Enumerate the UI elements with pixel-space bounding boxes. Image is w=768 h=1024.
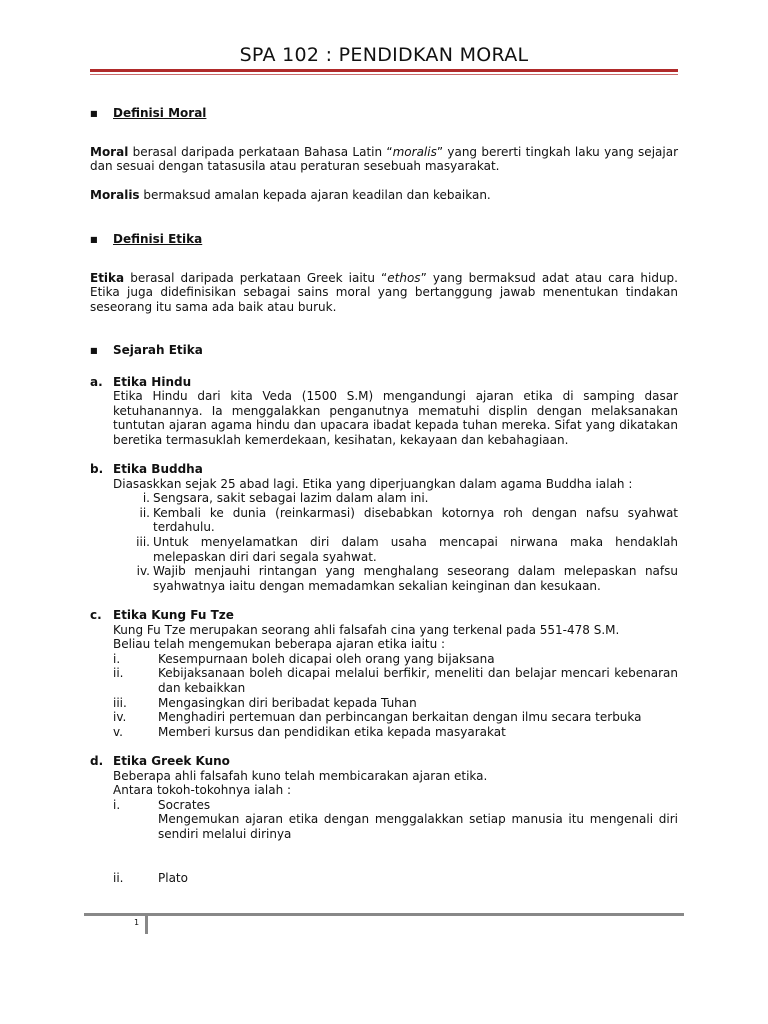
list-item (113, 725, 678, 740)
paragraph-moral (90, 145, 678, 174)
paragraph-greek-intro1: Beberapa ahli falsafah kuno telah membicarakan ajaran etika. (113, 768, 488, 783)
section-letter: d. (90, 753, 104, 768)
list-text: Kembali ke dunia (reinkarmasi) disebabkan kotornya roh dengan nafsu syahwat terdahulu. (153, 505, 678, 535)
heading-etika-kung-fu-tze: Etika Kung Fu Tze (113, 608, 234, 623)
heading-definisi-moral: Definisi Moral (113, 106, 207, 120)
section-definisi-etika (90, 232, 678, 249)
section-letter: c. (90, 608, 102, 623)
paragraph-greek-intro2: Antara tokoh-tokohnya ialah : (113, 783, 292, 798)
section-letter: b. (90, 462, 104, 477)
text-fragment: bermaksud amalan kepada ajaran keadilan dan kebaikan. (139, 188, 491, 203)
list-number: v. (113, 724, 123, 739)
list-text: Kebijaksanaan boleh dicapai melalui berfikir, meneliti dan belajar mencari kebenaran dan kebaikkan (158, 666, 678, 695)
list-item (113, 666, 678, 695)
list-text: Kesempurnaan boleh dicapai oleh orang yang bijaksana (158, 651, 495, 666)
footer-rule (84, 913, 684, 916)
term-etika: Etika (90, 270, 125, 285)
text-fragment: ” yang bermaksud adat atau cara hidup. Etika juga didefinisikan sebagai sains moral yang bertanggung jawab menentukan tindakan seseorang itu sama ada baik atau buruk. (90, 270, 678, 314)
page-number: 1 (134, 918, 140, 927)
paragraph-etika (90, 271, 678, 315)
list-number: iii. (136, 535, 150, 550)
square-bullet-icon: ■ (90, 109, 98, 118)
square-bullet-icon: ■ (90, 234, 98, 244)
italic-ethos: ethos (387, 270, 421, 285)
list-text: Menghadiri pertemuan dan perbincangan berkaitan dengan ilmu secara terbuka (158, 710, 642, 725)
list-number: iv. (113, 710, 127, 725)
list-item (113, 491, 678, 506)
term-moralis: Moralis (90, 188, 140, 203)
italic-moralis: moralis (392, 144, 437, 159)
section-etika-kung-fu-tze (90, 608, 678, 739)
list-number: i. (113, 651, 121, 666)
list-text: Untuk menyelamatkan diri dalam usaha mencapai nirwana maka hendaklah melepaskan diri dari segala syahwat. (153, 535, 678, 564)
section-etika-hindu (90, 375, 678, 448)
text-fragment: ” yang bererti tingkah laku yang sejajar dan sesuai dengan tatasusila atau peraturan sesebuah masyarakat. (90, 144, 679, 174)
list-item (113, 535, 678, 564)
list-item (113, 812, 678, 841)
list-greek (113, 798, 678, 885)
list-text: Socrates (158, 797, 211, 812)
list-kungfutze (113, 652, 678, 740)
list-number: iv. (136, 564, 150, 579)
list-item (113, 798, 678, 813)
square-bullet-icon: ■ (90, 346, 98, 356)
list-text: Memberi kursus dan pendidikan etika kepada masyarakat (158, 724, 506, 739)
list-number: ii. (139, 505, 150, 520)
document-body (90, 106, 678, 885)
list-text: Wajib menjauhi rintangan yang menghalang seseorang dalam melepaskan nafsu syahwatnya iaitu dengan memadamkan sekalian keinginan dan kesukaan. (153, 564, 678, 593)
heading-etika-hindu: Etika Hindu (113, 374, 192, 389)
list-item (113, 652, 678, 667)
list-buddha (113, 491, 678, 593)
text-fragment: berasal daripada perkataan Greek iaitu “ (124, 270, 388, 285)
page-title: SPA 102 : PENDIDKAN MORAL (239, 44, 529, 66)
list-text: Mengasingkan diri beribadat kepada Tuhan (158, 695, 417, 710)
heading-definisi-etika: Definisi Etika (113, 231, 203, 246)
list-number: iii. (113, 695, 127, 710)
list-item (113, 696, 678, 711)
list-number: i. (113, 797, 121, 812)
paragraph-kungfutze-intro1: Kung Fu Tze merupakan seorang ahli falsafah cina yang terkenal pada 551-478 S.M. (113, 622, 620, 637)
list-number: i. (142, 491, 150, 506)
heading-etika-buddha: Etika Buddha (113, 462, 203, 477)
section-letter: a. (90, 374, 103, 389)
list-item (113, 871, 678, 886)
title-rule-top (90, 69, 678, 72)
paragraph-buddha-intro: Diasaskkan sejak 25 abad lagi. Etika yang diperjuangkan dalam agama Buddha ialah : (113, 476, 633, 491)
footer-divider (145, 916, 148, 934)
section-etika-greek-kuno (90, 754, 678, 885)
list-number: ii. (113, 666, 124, 681)
list-spacer (113, 842, 678, 871)
list-item (113, 564, 678, 593)
paragraph-moralis (90, 188, 678, 203)
list-item (113, 710, 678, 725)
list-text: Plato (158, 870, 188, 885)
heading-sejarah-etika: Sejarah Etika (113, 343, 203, 358)
section-definisi-moral (90, 106, 678, 123)
title-rule-bottom (90, 74, 678, 75)
heading-etika-greek-kuno: Etika Greek Kuno (113, 753, 230, 768)
section-sejarah-etika (90, 343, 678, 360)
paragraph-kungfutze-intro2: Beliau telah mengemukan beberapa ajaran etika iaitu : (113, 637, 446, 652)
list-number-blank (113, 812, 158, 841)
list-text: Sengsara, sakit sebagai lazim dalam alam ini. (153, 491, 429, 506)
section-etika-buddha (90, 462, 678, 593)
list-item (113, 506, 678, 535)
list-description: Mengemukan ajaran etika dengan menggalakkan setiap manusia itu mengenali diri sendiri melalui dirinya (158, 812, 678, 841)
text-fragment: berasal daripada perkataan Bahasa Latin “ (128, 144, 393, 159)
term-moral: Moral (90, 144, 129, 159)
paragraph-etika-hindu: Etika Hindu dari kita Veda (1500 S.M) mengandungi ajaran etika di samping dasar ketuhanannya. Ia menggalakkan penganutnya mematuhi displin dengan melaksanakan tuntutan ajaran agama hindu dan upacara ibadat kepada tuhan mereka. Sifat yang dikatakan beretika termasuklah kemerdekaan, kesihatan, kekayaan dan kebahagiaan. (113, 389, 678, 447)
list-number: ii. (113, 870, 124, 885)
